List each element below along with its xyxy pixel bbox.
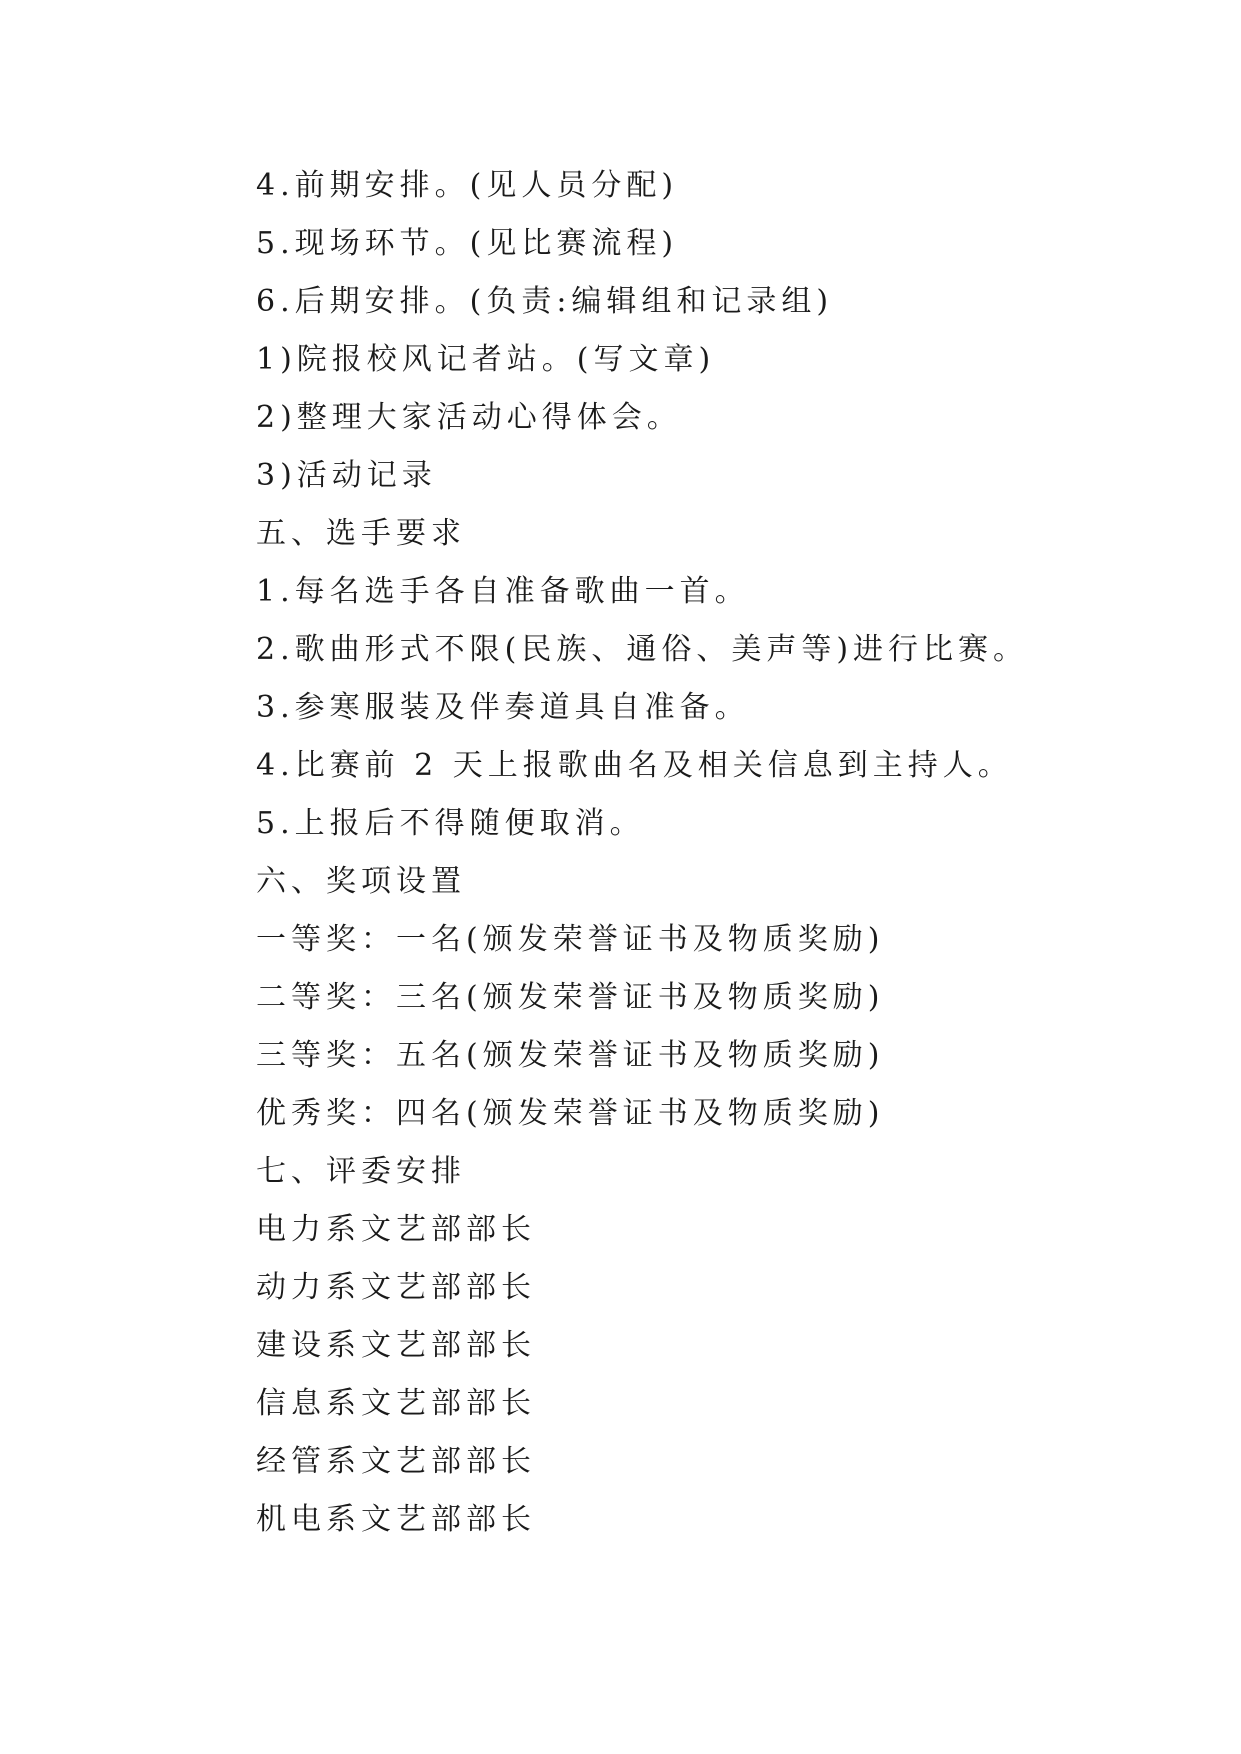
requirement-item-2: 2.歌曲形式不限(民族、通俗、美声等)进行比赛。 bbox=[256, 632, 1029, 667]
judge-mechatronics-dept: 机电系文艺部部长 bbox=[256, 1502, 536, 1537]
sub-item-activity-record: 3)活动记录 bbox=[256, 458, 437, 493]
list-item-post-arrangement: 6.后期安排。(负责:编辑组和记录组) bbox=[256, 284, 834, 319]
award-first-prize: 一等奖：一名(颁发荣誉证书及物质奖励) bbox=[256, 922, 885, 957]
sub-item-summarize-experiences: 2)整理大家活动心得体会。 bbox=[256, 400, 682, 435]
judge-power-engineering-dept: 动力系文艺部部长 bbox=[256, 1270, 536, 1305]
section-heading-awards: 六、奖项设置 bbox=[256, 864, 466, 899]
sub-item-newspaper-station: 1)院报校风记者站。(写文章) bbox=[256, 342, 716, 377]
section-heading-judges: 七、评委安排 bbox=[256, 1154, 466, 1189]
list-item-onsite-segment: 5.现场环节。(见比赛流程) bbox=[256, 226, 679, 261]
requirement-item-4: 4.比赛前 2 天上报歌曲名及相关信息到主持人。 bbox=[256, 748, 1013, 783]
judge-economics-management-dept: 经管系文艺部部长 bbox=[256, 1444, 536, 1479]
judge-electric-power-dept: 电力系文艺部部长 bbox=[256, 1212, 536, 1247]
requirement-item-1: 1.每名选手各自准备歌曲一首。 bbox=[256, 574, 750, 609]
document-body bbox=[256, 157, 1156, 1549]
requirement-item-3: 3.参寒服装及伴奏道具自准备。 bbox=[256, 690, 750, 725]
judge-information-dept: 信息系文艺部部长 bbox=[256, 1386, 536, 1421]
section-heading-contestant-requirements: 五、选手要求 bbox=[256, 516, 466, 551]
award-excellence-prize: 优秀奖：四名(颁发荣誉证书及物质奖励) bbox=[256, 1096, 885, 1131]
judge-construction-dept: 建设系文艺部部长 bbox=[256, 1328, 536, 1363]
award-third-prize: 三等奖：五名(颁发荣誉证书及物质奖励) bbox=[256, 1038, 885, 1073]
award-second-prize: 二等奖：三名(颁发荣誉证书及物质奖励) bbox=[256, 980, 885, 1015]
requirement-item-5: 5.上报后不得随便取消。 bbox=[256, 806, 645, 841]
list-item-pre-arrangement: 4.前期安排。(见人员分配) bbox=[256, 168, 679, 203]
